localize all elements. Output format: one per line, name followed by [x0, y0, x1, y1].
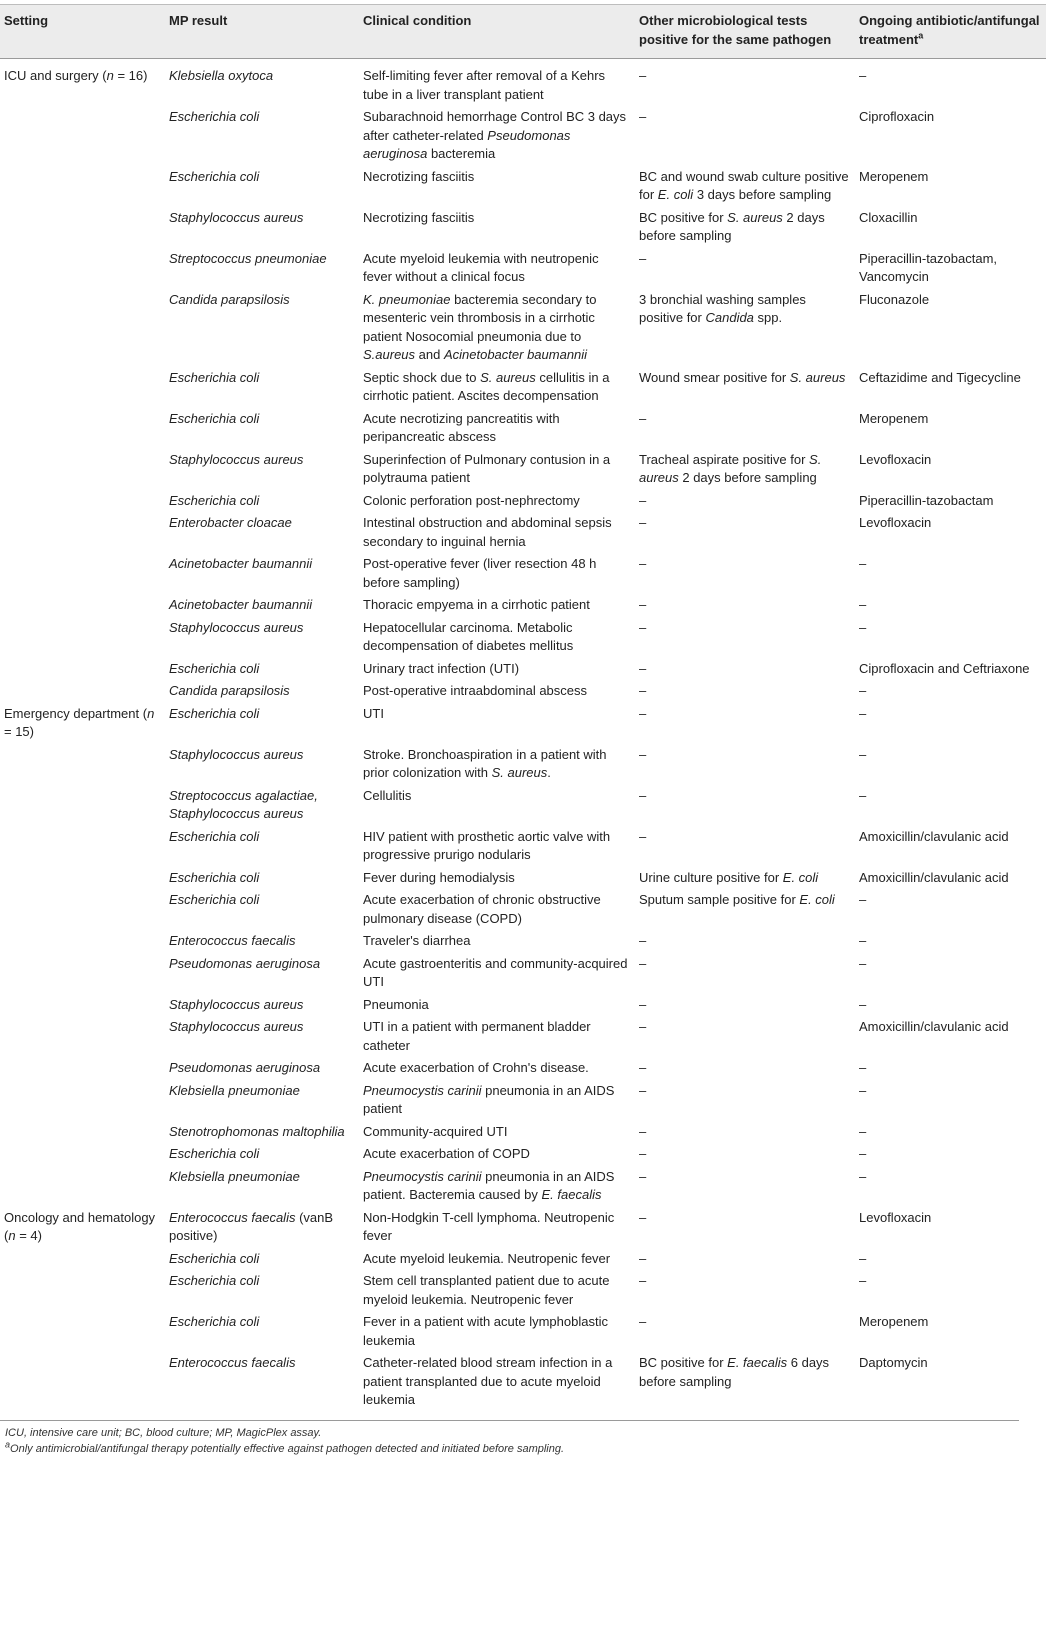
cell-setting [0, 1352, 164, 1412]
cell-setting [0, 106, 164, 166]
cell-setting [0, 703, 164, 744]
cell-setting [0, 785, 164, 826]
setting-count: (n = 15) [4, 705, 155, 739]
cell-other-tests: – [639, 746, 647, 762]
cell-other-tests: – [639, 828, 647, 844]
table-row [0, 106, 1046, 166]
cell-treatment: – [859, 1060, 867, 1075]
cell-mp-result: Klebsiella pneumoniae [169, 1168, 300, 1184]
cell-other-tests: – [639, 1209, 647, 1225]
cell-setting [0, 1080, 164, 1121]
header-mp-result: MP result [169, 13, 228, 28]
document-page [0, 4, 1040, 1625]
cell-treatment: – [859, 1146, 867, 1161]
cell-other-tests: 3 bronchial washing samples positive for Candida spp. [639, 291, 806, 325]
cell-mp-result: Escherichia coli [169, 869, 260, 885]
header-setting: Setting [4, 13, 49, 28]
setting-count: (n = 16) [102, 68, 148, 83]
cell-setting [0, 658, 164, 681]
cell-mp-result: Escherichia coli [169, 168, 260, 184]
cell-mp-result: Candida parapsilosis [169, 683, 290, 698]
setting-label: Oncology and hematology [4, 1209, 156, 1225]
cell-treatment: Amoxicillin/clavulanic acid [859, 828, 1009, 844]
table-row [0, 1311, 1046, 1352]
cell-clinical-condition: Self-limiting fever after removal of a Kehrs tube in a liver transplant patient [363, 68, 606, 102]
cell-mp-result: Escherichia coli [169, 410, 260, 426]
cell-clinical-condition: Post-operative fever (liver resection 48 h before sampling) [363, 556, 597, 590]
cell-setting [0, 1143, 164, 1166]
cell-setting [0, 1270, 164, 1311]
cell-clinical-condition: Traveler's diarrhea [363, 933, 471, 948]
cell-mp-result: Escherichia coli [169, 492, 260, 508]
cell-mp-result: Stenotrophomonas maltophilia [169, 1123, 345, 1139]
cell-other-tests: – [639, 492, 647, 508]
cell-mp-result: Candida parapsilosis [169, 291, 290, 307]
cell-clinical-condition: Subarachnoid hemorrhage Control BC 3 days after catheter-related Pseudomonas aeruginosa bacteremia [363, 109, 627, 161]
table-row [0, 1121, 1046, 1144]
cell-mp-result: Escherichia coli [169, 1273, 260, 1288]
cell-clinical-condition: Stroke. Bronchoaspiration in a patient with prior colonization with S. aureus. [363, 746, 607, 780]
table-header-row [0, 5, 1046, 59]
cell-setting [0, 512, 164, 553]
cell-other-tests: – [639, 996, 647, 1012]
table-row [0, 553, 1046, 594]
cell-other-tests: BC positive for S. aureus 2 days before sampling [639, 209, 825, 243]
cell-clinical-condition: Acute necrotizing pancreatitis with peripancreatic abscess [363, 410, 560, 444]
cell-mp-result: Streptococcus agalactiae, Staphylococcus aureus [169, 787, 318, 821]
table-row [0, 953, 1046, 994]
cell-treatment: – [859, 68, 867, 83]
cell-clinical-condition: Post-operative intraabdominal abscess [363, 683, 588, 698]
cell-treatment: – [859, 933, 867, 948]
cell-treatment: – [859, 597, 867, 612]
cell-clinical-condition: Fever in a patient with acute lymphoblastic leukemia [363, 1314, 608, 1348]
cell-treatment: Piperacillin-tazobactam, Vancomycin [859, 250, 998, 284]
cell-setting [0, 289, 164, 367]
cell-other-tests: – [639, 955, 647, 971]
cell-other-tests: – [639, 515, 647, 530]
cell-mp-result: Enterobacter cloacae [169, 515, 292, 530]
cell-mp-result: Klebsiella oxytoca [169, 68, 274, 83]
cell-mp-result: Pseudomonas aeruginosa [169, 1060, 321, 1075]
cell-treatment: – [859, 705, 867, 721]
cell-setting [0, 367, 164, 408]
cell-setting [0, 166, 164, 207]
cell-setting [0, 617, 164, 658]
cell-clinical-condition: Acute myeloid leukemia with neutropenic fever without a clinical focus [363, 250, 599, 284]
cell-other-tests: – [639, 1146, 647, 1161]
cell-treatment: – [859, 787, 867, 803]
cell-other-tests: BC positive for E. faecalis 6 days before sampling [639, 1355, 830, 1389]
table-row [0, 889, 1046, 930]
cell-setting [0, 449, 164, 490]
cell-setting [0, 207, 164, 248]
cell-mp-result: Escherichia coli [169, 892, 260, 907]
table-row [0, 408, 1046, 449]
table-row [0, 1207, 1046, 1248]
table-row [0, 1352, 1046, 1412]
cell-mp-result: Staphylococcus aureus [169, 746, 304, 762]
table-row [0, 289, 1046, 367]
cell-other-tests: – [639, 410, 647, 426]
table-row [0, 449, 1046, 490]
cell-setting [0, 1311, 164, 1352]
table-row [0, 1270, 1046, 1311]
table-row [0, 490, 1046, 513]
cell-treatment: – [859, 1168, 867, 1184]
cell-other-tests: – [639, 1250, 647, 1266]
cell-setting [0, 1166, 164, 1207]
cell-treatment: Levofloxacin [859, 515, 932, 530]
cell-clinical-condition: Acute exacerbation of chronic obstructive pulmonary disease (COPD) [363, 892, 601, 926]
setting-label: Emergency department [4, 705, 140, 721]
cell-mp-result: Streptococcus pneumoniae [169, 250, 327, 266]
cell-mp-result: Escherichia coli [169, 1146, 260, 1161]
cell-other-tests: – [639, 1168, 647, 1184]
cell-other-tests: – [639, 705, 647, 721]
cell-setting [0, 744, 164, 785]
cell-setting [0, 953, 164, 994]
cell-treatment: – [859, 1273, 867, 1288]
cell-mp-result: Enterococcus faecalis (vanB positive) [169, 1209, 334, 1243]
cell-other-tests: – [639, 68, 647, 83]
cell-treatment: – [859, 996, 867, 1012]
footnote-a-text: Only antimicrobial/antifungal therapy potentially effective against pathogen detected and initiated before sampling. [10, 1442, 565, 1455]
footnote-a-marker: a [5, 1438, 11, 1449]
cell-clinical-condition: Urinary tract infection (UTI) [363, 660, 520, 676]
table-row [0, 1248, 1046, 1271]
cell-clinical-condition: Acute gastroenteritis and community-acquired UTI [363, 955, 628, 989]
cell-treatment: Ceftazidime and Tigecycline [859, 369, 1021, 385]
setting-label: ICU and surgery [4, 68, 99, 83]
table-row [0, 1057, 1046, 1080]
cell-clinical-condition: Non-Hodgkin T-cell lymphoma. Neutropenic fever [363, 1209, 615, 1243]
cell-other-tests: BC and wound swab culture positive for E. coli 3 days before sampling [639, 168, 849, 202]
cell-other-tests: – [639, 1082, 647, 1098]
cell-setting [0, 1207, 164, 1248]
cell-setting [0, 59, 164, 107]
cell-mp-result: Pseudomonas aeruginosa [169, 955, 321, 971]
cell-treatment: – [859, 746, 867, 762]
cell-other-tests: – [639, 1314, 647, 1329]
cell-clinical-condition: Pneumocystis carinii pneumonia in an AIDS patient [363, 1082, 615, 1116]
table-row [0, 617, 1046, 658]
cell-setting [0, 867, 164, 890]
cell-clinical-condition: Acute exacerbation of COPD [363, 1146, 530, 1161]
cell-other-tests: Tracheal aspirate positive for S. aureus 2 days before sampling [639, 451, 822, 485]
results-table [0, 4, 1046, 1412]
cell-mp-result: Escherichia coli [169, 109, 260, 124]
cell-setting [0, 994, 164, 1017]
cell-setting [0, 1121, 164, 1144]
cell-clinical-condition: HIV patient with prosthetic aortic valve with progressive prurigo nodularis [363, 828, 611, 862]
footnote-abbreviations: ICU, intensive care unit; BC, blood culture; MP, MagicPlex assay. [5, 1426, 322, 1439]
table-row [0, 785, 1046, 826]
cell-other-tests: – [639, 556, 647, 571]
table-row [0, 59, 1046, 107]
table-row [0, 680, 1046, 703]
cell-setting [0, 889, 164, 930]
cell-clinical-condition: Colonic perforation post-nephrectomy [363, 492, 580, 508]
cell-clinical-condition: Community-acquired UTI [363, 1123, 508, 1139]
cell-clinical-condition: Acute exacerbation of Crohn's disease. [363, 1060, 589, 1075]
cell-clinical-condition: Superinfection of Pulmonary contusion in a polytrauma patient [363, 451, 611, 485]
cell-mp-result: Acinetobacter baumannii [169, 597, 313, 612]
table-row [0, 658, 1046, 681]
cell-clinical-condition: Hepatocellular carcinoma. Metabolic decompensation of diabetes mellitus [363, 619, 574, 653]
cell-treatment: – [859, 892, 867, 907]
cell-mp-result: Staphylococcus aureus [169, 451, 304, 467]
table-row [0, 1143, 1046, 1166]
cell-treatment: – [859, 683, 867, 698]
cell-treatment: – [859, 1250, 867, 1266]
cell-clinical-condition: Necrotizing fasciitis [363, 168, 475, 184]
table-row [0, 1080, 1046, 1121]
cell-treatment: – [859, 619, 867, 635]
footnote-a [0, 1438, 1019, 1457]
cell-setting [0, 680, 164, 703]
table-row [0, 248, 1046, 289]
setting-count: (n = 4) [4, 1228, 42, 1243]
cell-clinical-condition: Acute myeloid leukemia. Neutropenic fever [363, 1250, 611, 1266]
cell-setting [0, 553, 164, 594]
cell-clinical-condition: Catheter-related blood stream infection in a patient transplanted due to acute myeloid leukemia [363, 1355, 613, 1407]
cell-clinical-condition: Stem cell transplanted patient due to acute myeloid leukemia. Neutropenic fever [363, 1273, 610, 1307]
table-row [0, 994, 1046, 1017]
cell-mp-result: Enterococcus faecalis [169, 1355, 296, 1370]
table-row [0, 1166, 1046, 1207]
cell-treatment: – [859, 1082, 867, 1098]
cell-other-tests: – [639, 597, 647, 612]
cell-mp-result: Escherichia coli [169, 705, 260, 721]
cell-treatment: Meropenem [859, 410, 929, 426]
cell-mp-result: Enterococcus faecalis [169, 933, 296, 948]
cell-setting [0, 1057, 164, 1080]
cell-mp-result: Escherichia coli [169, 1314, 260, 1329]
cell-treatment: Fluconazole [859, 291, 930, 307]
cell-clinical-condition: Necrotizing fasciitis [363, 209, 475, 225]
cell-clinical-condition: Thoracic empyema in a cirrhotic patient [363, 597, 590, 612]
cell-other-tests: – [639, 250, 647, 266]
cell-clinical-condition: UTI in a patient with permanent bladder catheter [363, 1019, 591, 1053]
cell-clinical-condition: Intestinal obstruction and abdominal sepsis secondary to inguinal hernia [363, 515, 612, 549]
cell-treatment: Amoxicillin/clavulanic acid [859, 869, 1009, 885]
cell-treatment: Ciprofloxacin [859, 109, 935, 124]
table-row [0, 930, 1046, 953]
cell-other-tests: – [639, 683, 647, 698]
header-other-tests: Other microbiological tests positive for the same pathogen [639, 13, 832, 47]
cell-treatment: Ciprofloxacin and Ceftriaxone [859, 660, 1030, 676]
cell-mp-result: Klebsiella pneumoniae [169, 1082, 300, 1098]
cell-other-tests: – [639, 1273, 647, 1288]
cell-other-tests: – [639, 1060, 647, 1075]
cell-setting [0, 826, 164, 867]
cell-other-tests: – [639, 660, 647, 676]
cell-treatment: Levofloxacin [859, 451, 932, 467]
cell-other-tests: – [639, 619, 647, 635]
cell-clinical-condition: UTI [363, 705, 384, 721]
cell-setting [0, 248, 164, 289]
cell-treatment: Amoxicillin/clavulanic acid [859, 1019, 1009, 1034]
cell-treatment: – [859, 556, 867, 571]
cell-setting [0, 408, 164, 449]
cell-treatment: Piperacillin-tazobactam [859, 492, 994, 508]
cell-other-tests: – [639, 933, 647, 948]
header-clinical-condition: Clinical condition [363, 13, 472, 28]
cell-mp-result: Staphylococcus aureus [169, 209, 304, 225]
cell-other-tests: – [639, 1123, 647, 1139]
cell-clinical-condition: Pneumocystis carinii pneumonia in an AIDS patient. Bacteremia caused by E. faecalis [363, 1168, 615, 1202]
cell-setting [0, 1248, 164, 1271]
cell-setting [0, 1016, 164, 1057]
table-row [0, 367, 1046, 408]
cell-treatment: – [859, 1123, 867, 1139]
cell-setting [0, 930, 164, 953]
cell-mp-result: Staphylococcus aureus [169, 619, 304, 635]
cell-other-tests: – [639, 1019, 647, 1034]
table-row [0, 1016, 1046, 1057]
cell-clinical-condition: Fever during hemodialysis [363, 869, 515, 885]
cell-other-tests: Wound smear positive for S. aureus [639, 369, 846, 385]
table-row [0, 703, 1046, 744]
cell-mp-result: Acinetobacter baumannii [169, 556, 313, 571]
cell-other-tests: Sputum sample positive for E. coli [639, 892, 835, 907]
cell-mp-result: Escherichia coli [169, 660, 260, 676]
cell-clinical-condition: Septic shock due to S. aureus cellulitis in a cirrhotic patient. Ascites decompensation [363, 369, 610, 403]
cell-treatment: Levofloxacin [859, 1209, 932, 1225]
cell-other-tests: – [639, 787, 647, 803]
table-row [0, 512, 1046, 553]
cell-setting [0, 490, 164, 513]
table-row [0, 207, 1046, 248]
cell-mp-result: Staphylococcus aureus [169, 1019, 304, 1034]
cell-mp-result: Escherichia coli [169, 369, 260, 385]
table-row [0, 826, 1046, 867]
table-row [0, 744, 1046, 785]
cell-other-tests: Urine culture positive for E. coli [639, 869, 819, 885]
table-row [0, 594, 1046, 617]
cell-treatment: Meropenem [859, 1314, 929, 1329]
header-treatment-sup: a [918, 30, 924, 41]
cell-treatment: Daptomycin [859, 1355, 928, 1370]
cell-mp-result: Staphylococcus aureus [169, 996, 304, 1012]
cell-mp-result: Escherichia coli [169, 828, 260, 844]
header-treatment-label: Ongoing antibiotic/antifungal treatment [859, 13, 1040, 47]
cell-mp-result: Escherichia coli [169, 1250, 260, 1266]
header-treatment [854, 5, 1046, 59]
cell-treatment: Cloxacillin [859, 209, 918, 225]
table-row [0, 166, 1046, 207]
table-row [0, 867, 1046, 890]
cell-clinical-condition: Pneumonia [363, 996, 429, 1012]
cell-treatment: Meropenem [859, 168, 929, 184]
cell-clinical-condition: Cellulitis [363, 787, 412, 803]
cell-other-tests: – [639, 109, 647, 124]
cell-setting [0, 594, 164, 617]
cell-treatment: – [859, 955, 867, 971]
table-body [0, 59, 1046, 1412]
cell-clinical-condition: K. pneumoniae bacteremia secondary to mesenteric vein thrombosis in a cirrhotic patient Nosocomial pneumonia due to S.aureus and Acinetobacter baumannii [363, 291, 597, 362]
